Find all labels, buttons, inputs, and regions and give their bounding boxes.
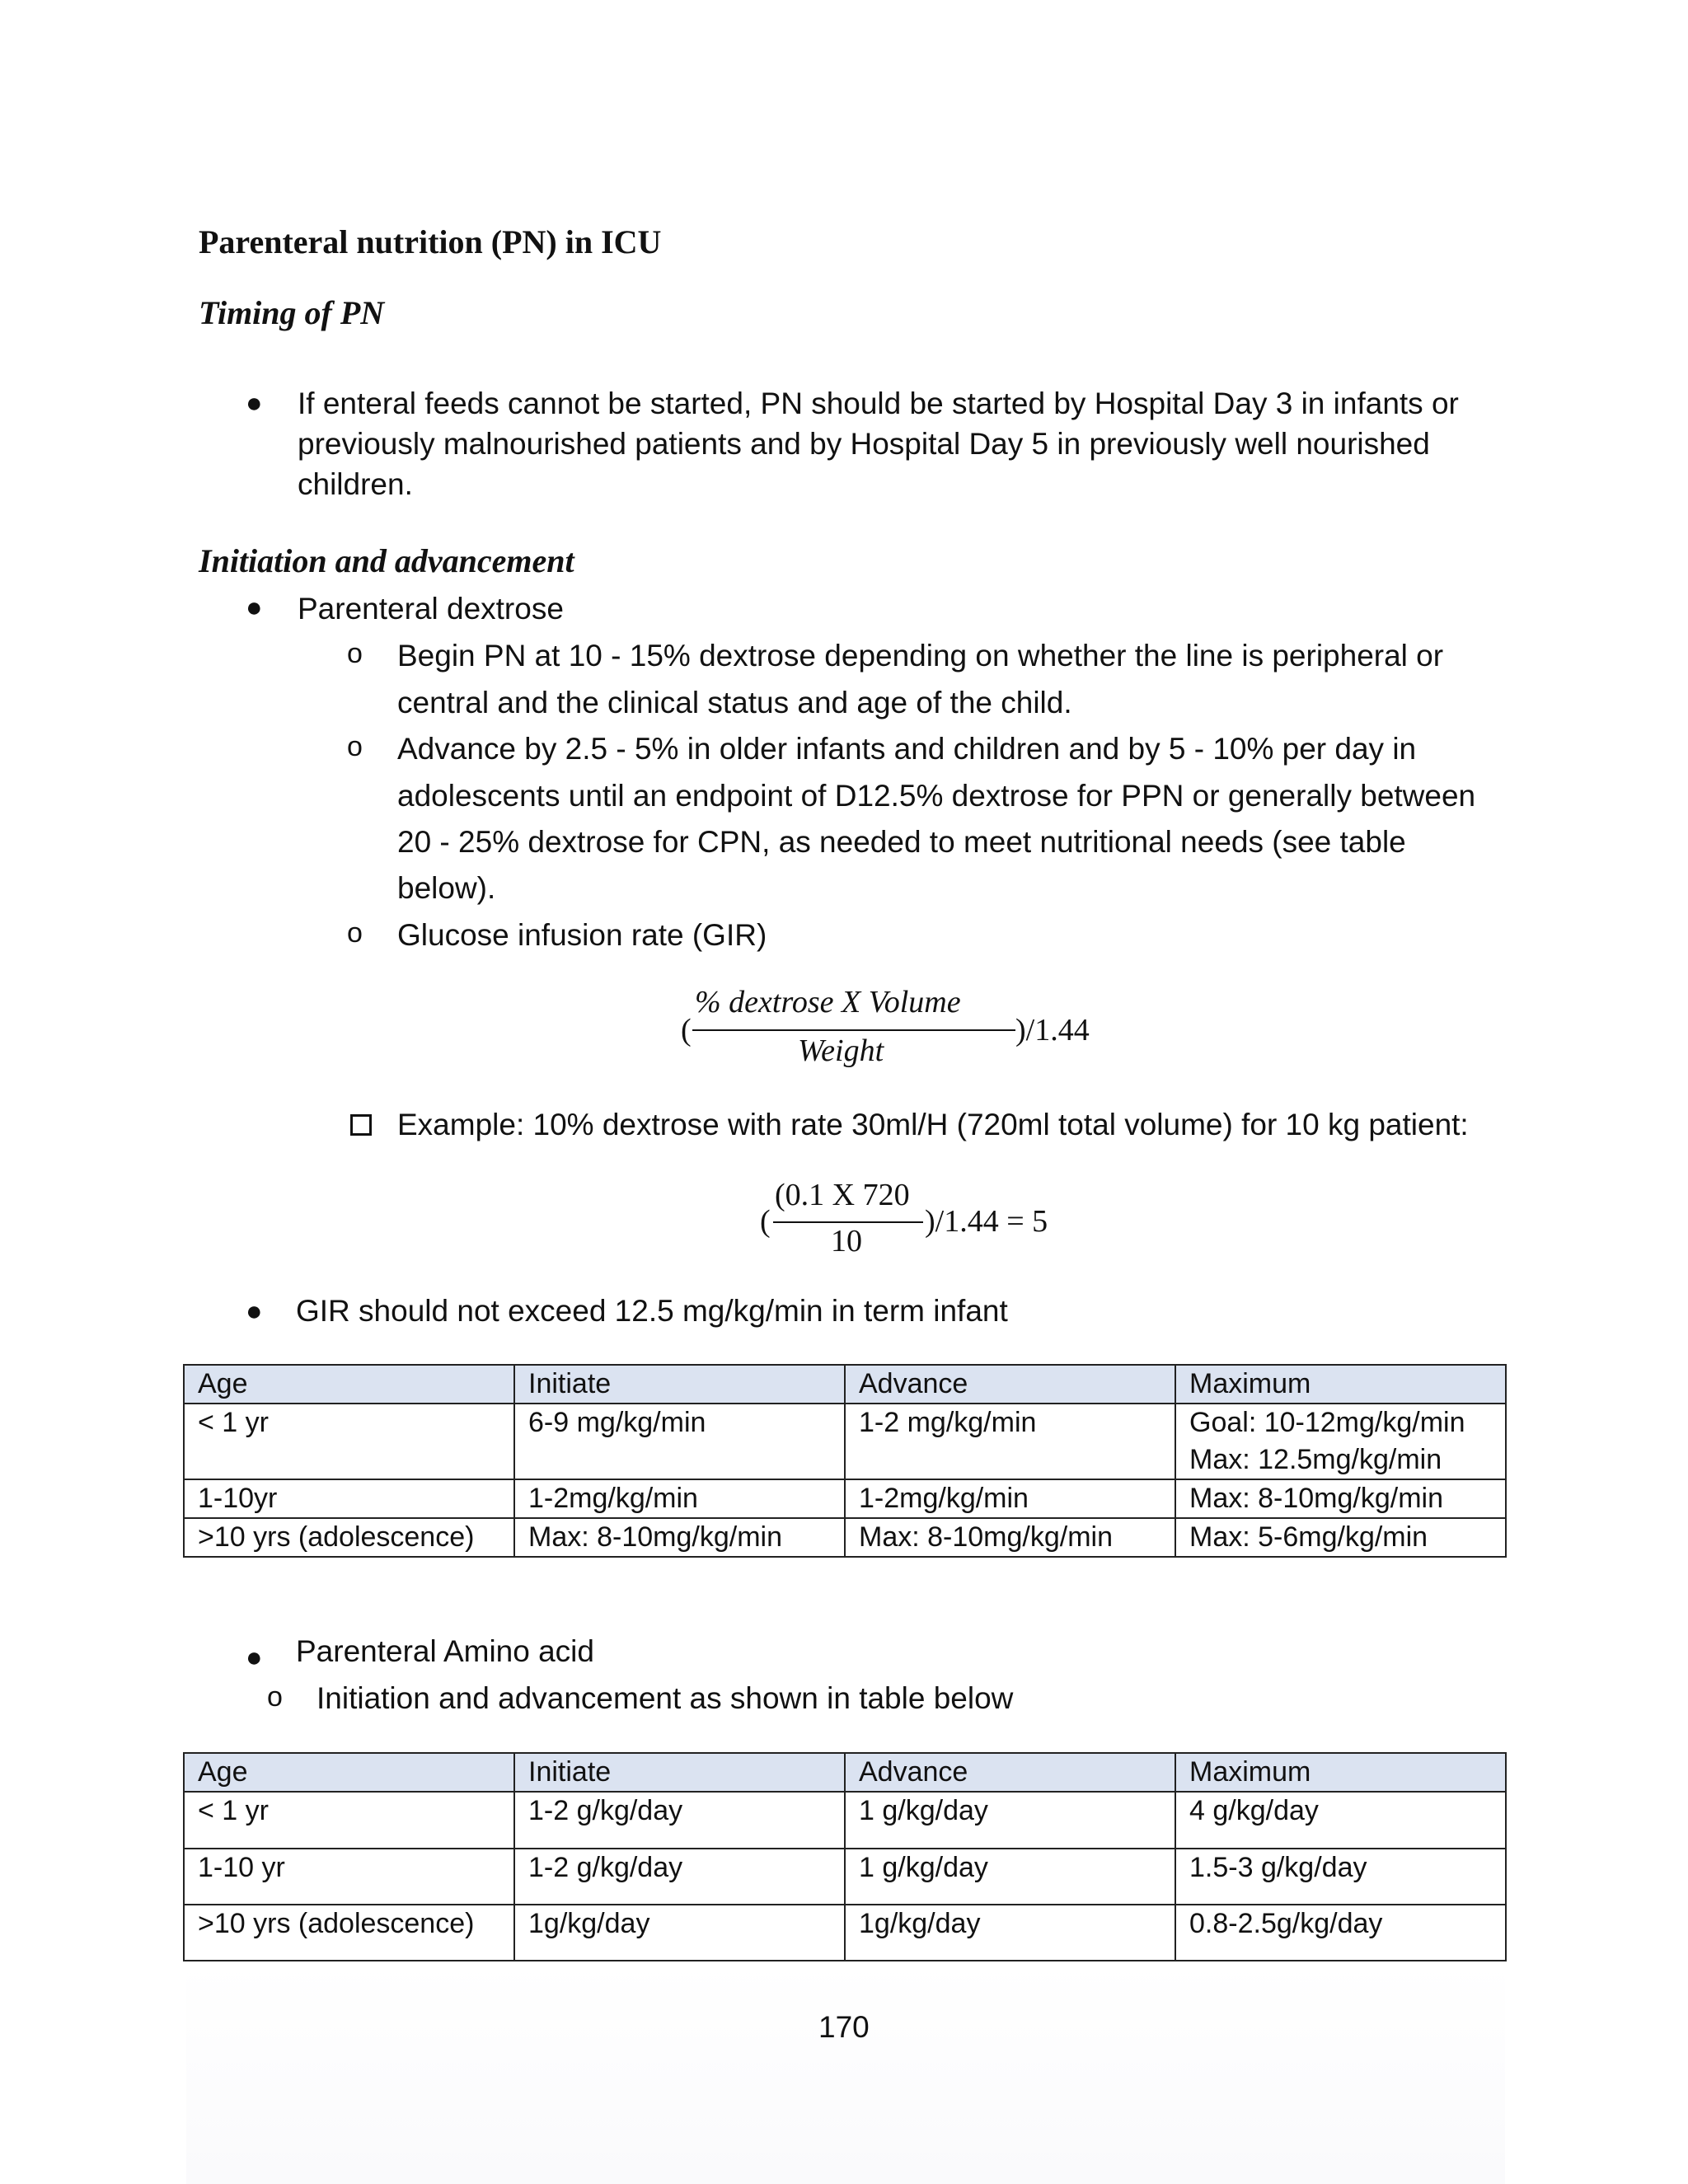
gir-label: Glucose infusion rate (GIR): [397, 918, 767, 952]
page-bottom-shade: [186, 1961, 1505, 2184]
cell-advance: Max: 8-10mg/kg/min: [845, 1518, 1175, 1557]
bullet-icon: ●: [246, 387, 263, 419]
header-maximum: Maximum: [1175, 1753, 1506, 1792]
cell-maximum-goal: Goal: 10-12mg/kg/min: [1189, 1407, 1465, 1438]
table-row: [184, 1479, 1506, 1518]
cell-initiate: Max: 8-10mg/kg/min: [514, 1518, 845, 1557]
cell-maximum: 4 g/kg/day: [1175, 1792, 1506, 1849]
table-header-row: [184, 1753, 1506, 1792]
cell-advance: 1 g/kg/day: [845, 1792, 1175, 1849]
example-numerator: (0.1 X 720: [775, 1178, 910, 1212]
page-title: Parenteral nutrition (PN) in ICU: [199, 223, 662, 260]
cell-maximum-max: Max: 12.5mg/kg/min: [1189, 1444, 1442, 1475]
initiation-heading: Initiation and advancement: [199, 542, 574, 579]
header-initiate: Initiate: [514, 1753, 845, 1792]
cell-initiate: 1-2 g/kg/day: [514, 1849, 845, 1905]
circle-bullet-icon: o: [347, 917, 363, 949]
header-advance: Advance: [845, 1365, 1175, 1404]
circle-bullet-icon: o: [267, 1681, 283, 1713]
example-denominator: 10: [831, 1224, 862, 1258]
cell-maximum: 1.5-3 g/kg/day: [1175, 1849, 1506, 1905]
cell-advance: 1-2 mg/kg/min: [845, 1404, 1175, 1479]
cell-maximum: Max: 8-10mg/kg/min: [1175, 1479, 1506, 1518]
bullet-icon: ●: [246, 592, 263, 623]
timing-heading: Timing of PN: [199, 294, 385, 331]
cell-initiate: 1-2mg/kg/min: [514, 1479, 845, 1518]
begin-line-1: Begin PN at 10 - 15% dextrose depending on whether the line is peripheral or: [397, 639, 1444, 673]
table-row: [184, 1792, 1506, 1849]
header-initiate: Initiate: [514, 1365, 845, 1404]
cell-age: >10 yrs (adolescence): [184, 1518, 514, 1557]
dextrose-table: [183, 1364, 1507, 1558]
table-row: [184, 1518, 1506, 1557]
example-open-paren: (: [760, 1204, 771, 1239]
example-result: )/1.44 = 5: [925, 1204, 1048, 1239]
header-age: Age: [184, 1753, 514, 1792]
circle-bullet-icon: o: [347, 731, 363, 762]
dextrose-label: Parenteral dextrose: [298, 592, 564, 626]
cell-maximum: Max: 5-6mg/kg/min: [1175, 1518, 1506, 1557]
formula-numerator: % dextrose X Volume: [695, 985, 961, 1019]
advance-line-1: Advance by 2.5 - 5% in older infants and children and by 5 - 10% per day in: [397, 732, 1417, 766]
cell-initiate: 1-2 g/kg/day: [514, 1792, 845, 1849]
amino-label: Parenteral Amino acid: [296, 1634, 594, 1668]
bullet-icon: ●: [246, 1642, 263, 1673]
cell-advance: 1-2mg/kg/min: [845, 1479, 1175, 1518]
table-row: [184, 1905, 1506, 1961]
begin-line-2: central and the clinical status and age of the child.: [397, 686, 1072, 719]
timing-line-1: If enteral feeds cannot be started, PN should be started by Hospital Day 3 in infants or: [298, 387, 1459, 420]
cell-age: < 1 yr: [184, 1404, 514, 1479]
checkbox-bullet-icon: [350, 1114, 372, 1136]
example-text: Example: 10% dextrose with rate 30ml/H (720ml total volume) for 10 kg patient:: [397, 1108, 1469, 1141]
bullet-icon: ●: [246, 1296, 263, 1327]
header-age: Age: [184, 1365, 514, 1404]
circle-bullet-icon: o: [347, 638, 363, 669]
cell-age: 1-10yr: [184, 1479, 514, 1518]
cell-advance: 1g/kg/day: [845, 1905, 1175, 1961]
cell-age: < 1 yr: [184, 1792, 514, 1849]
table-row: [184, 1849, 1506, 1905]
header-maximum: Maximum: [1175, 1365, 1506, 1404]
cell-advance: 1 g/kg/day: [845, 1849, 1175, 1905]
table-row: [184, 1404, 1506, 1479]
advance-line-4: below).: [397, 871, 496, 905]
header-advance: Advance: [845, 1753, 1175, 1792]
formula-close: )/1.44: [1015, 1013, 1090, 1047]
timing-line-2: previously malnourished patients and by Hospital Day 5 in previously well nourished: [298, 427, 1430, 461]
cell-age: >10 yrs (adolescence): [184, 1905, 514, 1961]
formula-denominator: Weight: [798, 1033, 884, 1068]
cell-maximum: 0.8-2.5g/kg/day: [1175, 1905, 1506, 1961]
page-number: 170: [818, 2010, 870, 2044]
amino-table: [183, 1752, 1507, 1961]
timing-line-3: children.: [298, 467, 413, 501]
amino-sub: Initiation and advancement as shown in table below: [316, 1681, 1014, 1715]
formula-open-paren: (: [681, 1013, 692, 1047]
cell-initiate: 6-9 mg/kg/min: [514, 1404, 845, 1479]
cell-initiate: 1g/kg/day: [514, 1905, 845, 1961]
gir-limit: GIR should not exceed 12.5 mg/kg/min in term infant: [296, 1294, 1008, 1328]
cell-age: 1-10 yr: [184, 1849, 514, 1905]
table-header-row: [184, 1365, 1506, 1404]
advance-line-2: adolescents until an endpoint of D12.5% dextrose for PPN or generally between: [397, 779, 1476, 813]
advance-line-3: 20 - 25% dextrose for CPN, as needed to meet nutritional needs (see table: [397, 825, 1406, 859]
cell-maximum: [1175, 1404, 1506, 1479]
formula-fraction-bar: [692, 1029, 1015, 1031]
